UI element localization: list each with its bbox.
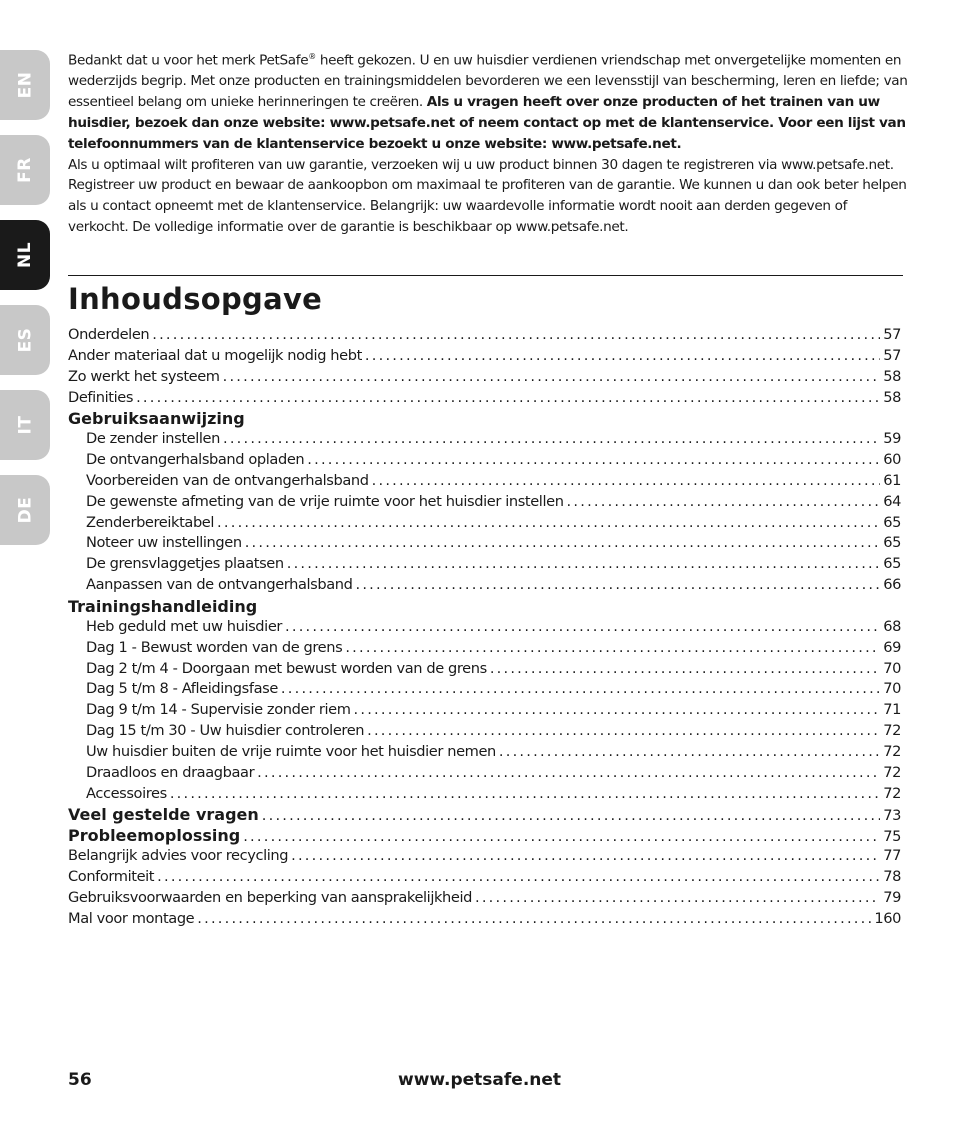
toc-entry-label: Mal voor montage xyxy=(68,909,195,927)
toc-entry-label: Zo werkt het systeem xyxy=(68,367,220,385)
toc-entry[interactable] xyxy=(68,785,901,806)
language-tab-label: EN xyxy=(15,71,35,99)
toc-entry[interactable] xyxy=(68,847,901,868)
toc-entry-label: Draadloos en draagbaar xyxy=(86,763,255,781)
language-tab-es[interactable] xyxy=(0,305,50,375)
toc-dot-leader xyxy=(356,576,881,593)
toc-entry-page: 65 xyxy=(883,534,901,552)
toc-title: Inhoudsopgave xyxy=(68,282,323,316)
toc-entry[interactable] xyxy=(68,451,901,472)
language-tab-fr[interactable] xyxy=(0,135,50,205)
toc-entry-label: Conformiteit xyxy=(68,867,155,885)
toc-entry[interactable] xyxy=(68,868,901,889)
toc-entry-label: Gebruiksaanwijzing xyxy=(68,409,245,429)
toc-entry[interactable] xyxy=(68,826,901,847)
toc-dot-leader xyxy=(136,389,880,406)
toc-dot-leader xyxy=(197,910,871,927)
toc-entry[interactable] xyxy=(68,514,901,535)
toc-entry-label: Trainingshandleiding xyxy=(68,596,258,616)
toc-entry-page: 59 xyxy=(883,430,901,448)
intro-text xyxy=(68,47,908,238)
toc-entry-label: Gebruiksvoorwaarden en beperking van aansprakelijkheid xyxy=(68,888,472,906)
toc-entry-page: 57 xyxy=(883,326,901,343)
toc-entry-page: 71 xyxy=(883,701,901,719)
toc-entry-page: 61 xyxy=(883,471,901,489)
toc-entry-label: Dag 2 t/m 4 - Doorgaan met bewust worden van de grens xyxy=(86,659,487,677)
toc-entry[interactable] xyxy=(68,805,901,826)
toc-entry-label: Dag 15 t/m 30 - Uw huisdier controleren xyxy=(86,722,365,740)
toc-entry[interactable] xyxy=(68,701,901,722)
toc-entry-page: 70 xyxy=(883,659,901,677)
toc-dot-leader xyxy=(567,493,881,510)
toc-entry[interactable] xyxy=(68,347,901,368)
toc-entry-page: 58 xyxy=(883,388,901,406)
toc-dot-leader xyxy=(285,618,880,635)
toc-dot-leader xyxy=(152,326,880,343)
language-tab-de[interactable] xyxy=(0,475,50,545)
toc-entry-label: Uw huisdier buiten de vrije ruimte voor het huisdier nemen xyxy=(86,742,496,760)
toc-entry[interactable] xyxy=(68,618,901,639)
toc-dot-leader xyxy=(223,430,880,447)
toc-dot-leader xyxy=(354,701,881,718)
toc-section-heading xyxy=(68,597,901,618)
intro-paragraph-welcome xyxy=(68,47,908,155)
toc-entry-page: 72 xyxy=(883,722,901,740)
language-tab-nl[interactable] xyxy=(0,220,50,290)
toc-entry-label: Voorbereiden van de ontvangerhalsband xyxy=(86,471,369,489)
footer-url: www.petsafe.net xyxy=(398,1070,562,1090)
toc-entry-label: Dag 9 t/m 14 - Supervisie zonder riem xyxy=(86,701,351,719)
intro-contact-bold: Als u vragen heeft over onze producten of het trainen van uw huisdier, bezoek dan onze website: www.petsafe.net of neem contact op met de klantenservice. Voor een lijst van telefoonnummers van de klantenservice bezoekt u onze website: www.petsafe.net. xyxy=(68,94,906,152)
toc-entry[interactable] xyxy=(68,639,901,660)
toc-entry-label: Onderdelen xyxy=(68,326,150,343)
toc-entry-page: 72 xyxy=(883,742,901,760)
toc-entry-label: Veel gestelde vragen xyxy=(68,805,259,825)
toc-entry-page: 78 xyxy=(883,867,901,885)
toc-section-heading xyxy=(68,409,901,430)
toc-entry-label: Heb geduld met uw huisdier xyxy=(86,617,283,635)
toc-dot-leader xyxy=(345,639,880,656)
table-of-contents xyxy=(68,326,901,930)
toc-dot-leader xyxy=(499,743,880,760)
toc-entry-label: Accessoires xyxy=(86,784,167,802)
toc-entry-label: Zenderbereiktabel xyxy=(86,513,215,531)
toc-entry-label: De zender instellen xyxy=(86,430,220,448)
toc-dot-leader xyxy=(257,764,880,781)
toc-dot-leader xyxy=(281,680,880,697)
toc-dot-leader xyxy=(490,660,880,677)
toc-entry[interactable] xyxy=(68,430,901,451)
toc-entry-page: 73 xyxy=(883,807,901,825)
toc-entry-page: 57 xyxy=(883,346,901,364)
toc-entry-label: Ander materiaal dat u mogelijk nodig hebt xyxy=(68,346,362,364)
toc-entry-label: De gewenste afmeting van de vrije ruimte voor het huisdier instellen xyxy=(86,492,564,510)
toc-entry-page: 160 xyxy=(874,909,901,927)
page-number: 56 xyxy=(68,1070,92,1090)
language-tab-label: IT xyxy=(14,415,35,435)
toc-entry[interactable] xyxy=(68,493,901,514)
toc-entry-page: 69 xyxy=(883,638,901,656)
toc-dot-leader xyxy=(287,555,880,572)
toc-entry[interactable] xyxy=(68,660,901,681)
toc-entry-page: 64 xyxy=(883,492,901,510)
toc-entry-label: Aanpassen van de ontvangerhalsband xyxy=(86,576,353,594)
toc-entry[interactable] xyxy=(68,555,901,576)
toc-entry-page: 65 xyxy=(883,513,901,531)
toc-entry-page: 66 xyxy=(883,576,901,594)
toc-dot-leader xyxy=(217,514,880,531)
language-tab-it[interactable] xyxy=(0,390,50,460)
toc-dot-leader xyxy=(372,472,881,489)
toc-entry-page: 75 xyxy=(883,828,901,846)
toc-entry-page: 60 xyxy=(883,451,901,469)
toc-dot-leader xyxy=(245,534,881,551)
toc-entry-page: 79 xyxy=(883,888,901,906)
language-tab-label: NL xyxy=(15,241,35,269)
toc-entry[interactable] xyxy=(68,389,901,410)
toc-entry[interactable] xyxy=(68,576,901,597)
toc-dot-leader xyxy=(243,828,880,845)
intro-paragraph-warranty: Als u optimaal wilt profiteren van uw garantie, verzoeken wij u uw product binnen 30 dagen te registreren via www.petsafe.net. Registreer uw product en bewaar de aankoopbon om maximaal te profiteren van de garantie. We kunnen u dan ook beter helpen als u contact opneemt met de klantenservice. Belangrijk: uw waardevolle informatie wordt nooit aan derden gegeven of verkocht. De volledige informatie over de garantie is beschikbaar op www.petsafe.net. xyxy=(68,156,907,235)
toc-entry-label: De ontvangerhalsband opladen xyxy=(86,451,305,469)
toc-entry[interactable] xyxy=(68,472,901,493)
toc-dot-leader xyxy=(367,722,880,739)
toc-entry-page: 70 xyxy=(883,680,901,698)
toc-entry-page: 72 xyxy=(883,763,901,781)
toc-entry-label: De grensvlaggetjes plaatsen xyxy=(86,555,284,573)
intro-text-span: Bedankt dat u voor het merk PetSafe xyxy=(68,52,309,69)
toc-entry-label: Probleemoplossing xyxy=(68,826,241,846)
toc-dot-leader xyxy=(223,368,881,385)
toc-entry-page: 72 xyxy=(883,784,901,802)
toc-entry[interactable] xyxy=(68,889,901,910)
toc-entry-page: 65 xyxy=(883,555,901,573)
toc-entry[interactable] xyxy=(68,326,901,347)
toc-entry[interactable] xyxy=(68,534,901,555)
toc-entry[interactable] xyxy=(68,680,901,701)
toc-dot-leader xyxy=(307,451,880,468)
toc-entry[interactable] xyxy=(68,368,901,389)
toc-entry[interactable] xyxy=(68,722,901,743)
toc-dot-leader xyxy=(291,847,880,864)
registered-mark: ® xyxy=(308,52,316,61)
toc-entry[interactable] xyxy=(68,910,901,931)
toc-entry-label: Belangrijk advies voor recycling xyxy=(68,847,289,865)
toc-dot-leader xyxy=(475,889,880,906)
language-tab-en[interactable] xyxy=(0,50,50,120)
toc-entry-page: 68 xyxy=(883,617,901,635)
language-tab-label: ES xyxy=(14,327,35,353)
toc-entry-label: Noteer uw instellingen xyxy=(86,534,242,552)
toc-dot-leader xyxy=(365,347,880,364)
divider xyxy=(68,275,903,276)
toc-dot-leader xyxy=(170,785,880,802)
toc-dot-leader xyxy=(157,868,880,885)
toc-entry-label: Dag 1 - Bewust worden van de grens xyxy=(86,638,343,656)
language-tab-label: FR xyxy=(14,157,35,183)
intro-text-span: heeft gekozen. U en uw huisdier verdienen vriendschap met onvergetelijke momenten en wederzijds begrip. Met onze producten en trainingsmiddelen bevorderen we een levensstijl van bescherming, leren en liefde; van essentieel belang om unieke herinneringen te creëren. xyxy=(68,52,908,111)
toc-entry-label: Definities xyxy=(68,388,134,406)
language-tab-label: DE xyxy=(14,496,35,524)
toc-entry[interactable] xyxy=(68,764,901,785)
toc-entry[interactable] xyxy=(68,743,901,764)
toc-dot-leader xyxy=(262,807,880,824)
toc-entry-page: 58 xyxy=(883,367,901,385)
toc-entry-label: Dag 5 t/m 8 - Afleidingsfase xyxy=(86,680,278,698)
toc-entry-page: 77 xyxy=(883,847,901,865)
